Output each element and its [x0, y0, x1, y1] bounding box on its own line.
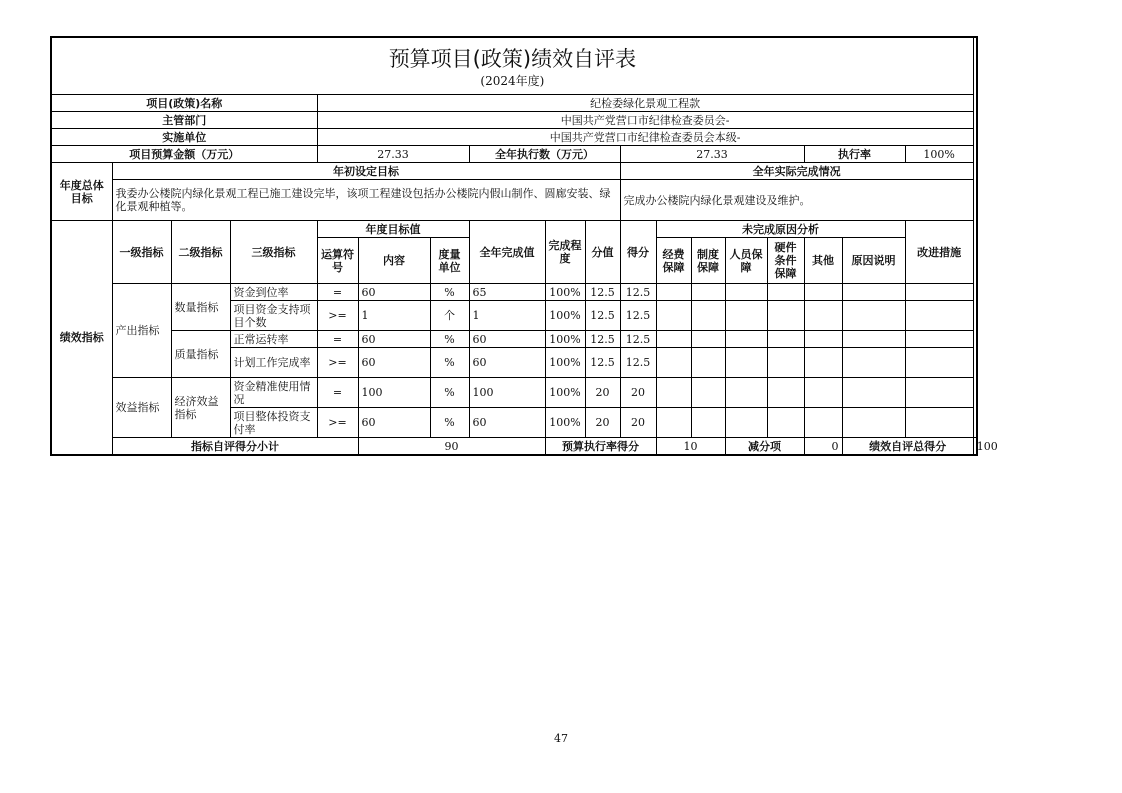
completion-header: 完成程度: [545, 221, 585, 284]
reason-header: 未完成原因分析: [656, 221, 905, 238]
group-benefit: 效益指标: [112, 378, 171, 438]
level1-header: 一级指标: [112, 221, 171, 284]
empty-cell: [905, 348, 973, 378]
empty-cell: [725, 378, 767, 408]
exec-score-label: 预算执行率得分: [545, 438, 656, 456]
empty-cell: [767, 348, 804, 378]
indicator-score: 12.5: [620, 301, 656, 331]
indicator-op: >=: [317, 348, 358, 378]
project-name-label: 项目(政策)名称: [51, 95, 317, 112]
empty-cell: [804, 348, 842, 378]
annual-goal-label: 年度总体目标: [51, 163, 112, 221]
deduct-value: 0: [804, 438, 842, 456]
empty-cell: [767, 331, 804, 348]
actual-text: 完成办公楼院内绿化景观建设及维护。: [620, 180, 973, 221]
empty-cell: [842, 378, 905, 408]
reason-funding-header: 经费保障: [656, 238, 691, 284]
indicator-score: 20: [620, 378, 656, 408]
form-subtitle: (2024年度): [480, 74, 545, 88]
form-title: 预算项目(政策)绩效自评表: [388, 47, 637, 71]
indicator-unit: %: [430, 284, 469, 301]
rate-label: 执行率: [804, 146, 905, 163]
indicator-points: 20: [585, 378, 620, 408]
evaluation-table: [50, 36, 998, 456]
indicator-op: >=: [317, 408, 358, 438]
empty-cell: [725, 301, 767, 331]
deduct-label: 减分项: [725, 438, 804, 456]
reason-explain-header: 原因说明: [842, 238, 905, 284]
empty-cell: [905, 408, 973, 438]
initial-goal-text: 我委办公楼院内绿化景观工程已施工建设完毕，该项工程建设包括办公楼院内假山制作、圆廊安装、绿化景观种植等。: [112, 180, 620, 221]
budget-value: 27.33: [317, 146, 469, 163]
indicator-unit: %: [430, 378, 469, 408]
title-cell: [51, 37, 973, 95]
indicator-unit: %: [430, 408, 469, 438]
empty-cell: [767, 408, 804, 438]
indicator-name: 项目资金支持项目个数: [230, 301, 317, 331]
indicator-completion: 100%: [545, 331, 585, 348]
indicator-content: 60: [358, 408, 430, 438]
empty-cell: [767, 301, 804, 331]
dept-label: 主管部门: [51, 112, 317, 129]
indicator-name: 计划工作完成率: [230, 348, 317, 378]
exec-score-value: 10: [656, 438, 725, 456]
indicator-name: 正常运转率: [230, 331, 317, 348]
perf-label: 绩效指标: [51, 221, 112, 456]
empty-cell: [656, 284, 691, 301]
empty-cell: [656, 301, 691, 331]
indicator-content: 60: [358, 331, 430, 348]
indicator-points: 12.5: [585, 284, 620, 301]
empty-cell: [842, 301, 905, 331]
impl-value: 中国共产党营口市纪律检查委员会本级-: [317, 129, 973, 146]
indicator-completion: 100%: [545, 378, 585, 408]
indicator-content: 1: [358, 301, 430, 331]
indicator-unit: 个: [430, 301, 469, 331]
indicator-content: 100: [358, 378, 430, 408]
empty-cell: [767, 378, 804, 408]
empty-cell: [691, 301, 725, 331]
indicator-unit: %: [430, 348, 469, 378]
total-value: 100: [973, 438, 977, 456]
content-header: 内容: [358, 238, 430, 284]
empty-cell: [804, 301, 842, 331]
indicator-op: >=: [317, 301, 358, 331]
indicator-content: 60: [358, 348, 430, 378]
empty-cell: [656, 378, 691, 408]
empty-cell: [691, 378, 725, 408]
level2-header: 二级指标: [171, 221, 230, 284]
empty-cell: [767, 284, 804, 301]
group-economic: 经济效益指标: [171, 378, 230, 438]
op-header: 运算符号: [317, 238, 358, 284]
indicator-actual: 100: [469, 378, 545, 408]
exec-value: 27.33: [620, 146, 804, 163]
indicator-op: =: [317, 284, 358, 301]
indicator-content: 60: [358, 284, 430, 301]
actual-header: 全年实际完成情况: [620, 163, 973, 180]
empty-cell: [804, 284, 842, 301]
total-label: 绩效自评总得分: [842, 438, 973, 456]
indicator-score: 20: [620, 408, 656, 438]
page-number: 47: [554, 732, 568, 745]
indicator-score: 12.5: [620, 348, 656, 378]
empty-cell: [905, 378, 973, 408]
empty-cell: [656, 408, 691, 438]
indicator-score: 12.5: [620, 331, 656, 348]
empty-cell: [691, 284, 725, 301]
indicator-points: 20: [585, 408, 620, 438]
budget-label: 项目预算金额（万元）: [51, 146, 317, 163]
empty-cell: [842, 284, 905, 301]
rate-value: 100%: [905, 146, 973, 163]
dept-value: 中国共产党营口市纪律检查委员会-: [317, 112, 973, 129]
empty-cell: [725, 331, 767, 348]
indicator-actual: 60: [469, 331, 545, 348]
empty-cell: [905, 331, 973, 348]
empty-cell: [725, 348, 767, 378]
indicator-actual: 65: [469, 284, 545, 301]
indicator-actual: 1: [469, 301, 545, 331]
indicator-name: 项目整体投资支付率: [230, 408, 317, 438]
empty-cell: [691, 408, 725, 438]
actual-value-header: 全年完成值: [469, 221, 545, 284]
subtotal-value: 90: [358, 438, 545, 456]
initial-goal-header: 年初设定目标: [112, 163, 620, 180]
indicator-completion: 100%: [545, 408, 585, 438]
empty-cell: [842, 408, 905, 438]
indicator-score: 12.5: [620, 284, 656, 301]
indicator-name: 资金到位率: [230, 284, 317, 301]
empty-cell: [725, 408, 767, 438]
indicator-points: 12.5: [585, 301, 620, 331]
empty-cell: [691, 331, 725, 348]
empty-cell: [905, 301, 973, 331]
empty-cell: [804, 331, 842, 348]
group-quantity: 数量指标: [171, 284, 230, 331]
project-name: 纪检委绿化景观工程款: [317, 95, 973, 112]
indicator-completion: 100%: [545, 348, 585, 378]
empty-cell: [691, 348, 725, 378]
self-evaluation-form: [50, 36, 998, 456]
score-header: 得分: [620, 221, 656, 284]
unit-header: 度量单位: [430, 238, 469, 284]
empty-cell: [804, 378, 842, 408]
empty-cell: [656, 348, 691, 378]
indicator-op: =: [317, 331, 358, 348]
points-header: 分值: [585, 221, 620, 284]
indicator-unit: %: [430, 331, 469, 348]
indicator-actual: 60: [469, 348, 545, 378]
indicator-op: =: [317, 378, 358, 408]
empty-cell: [656, 331, 691, 348]
reason-system-header: 制度保障: [691, 238, 725, 284]
reason-other-header: 其他: [804, 238, 842, 284]
empty-cell: [725, 284, 767, 301]
target-header: 年度目标值: [317, 221, 469, 238]
exec-label: 全年执行数（万元）: [469, 146, 620, 163]
group-quality: 质量指标: [171, 331, 230, 378]
reason-staff-header: 人员保障: [725, 238, 767, 284]
level3-header: 三级指标: [230, 221, 317, 284]
empty-cell: [842, 331, 905, 348]
impl-label: 实施单位: [51, 129, 317, 146]
empty-cell: [905, 284, 973, 301]
group-output: 产出指标: [112, 284, 171, 378]
indicator-points: 12.5: [585, 331, 620, 348]
reason-hardware-header: 硬件条件保障: [767, 238, 804, 284]
indicator-completion: 100%: [545, 284, 585, 301]
indicator-name: 资金精准使用情况: [230, 378, 317, 408]
indicator-completion: 100%: [545, 301, 585, 331]
empty-cell: [842, 348, 905, 378]
subtotal-label: 指标自评得分小计: [112, 438, 358, 456]
empty-cell: [804, 408, 842, 438]
measures-header: 改进措施: [905, 221, 973, 284]
indicator-points: 12.5: [585, 348, 620, 378]
indicator-actual: 60: [469, 408, 545, 438]
